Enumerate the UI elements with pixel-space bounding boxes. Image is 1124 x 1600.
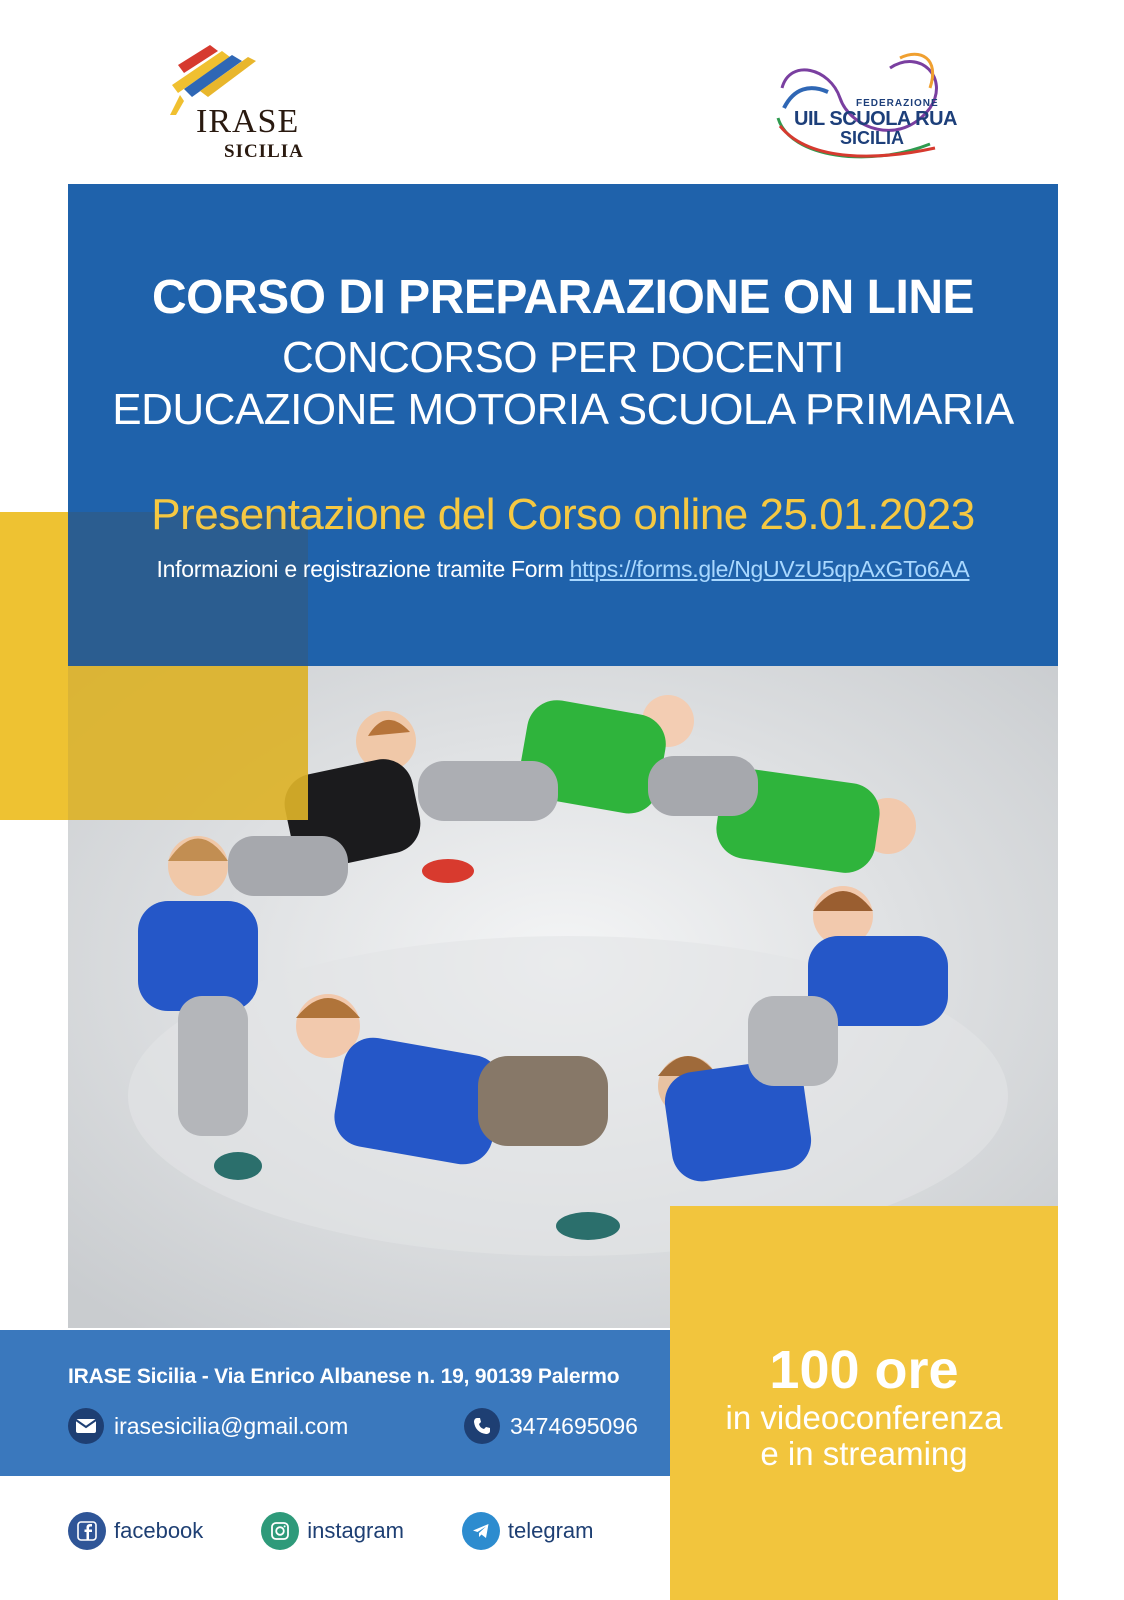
phone-icon	[464, 1408, 500, 1444]
social-links	[68, 1512, 593, 1550]
yellow-overlay-photo	[68, 666, 308, 820]
email-contact[interactable]	[68, 1408, 348, 1444]
facebook-icon	[68, 1512, 106, 1550]
hours-line-1: in videoconferenza	[725, 1399, 1003, 1436]
facebook-label[interactable]: facebook	[114, 1518, 204, 1543]
social-telegram[interactable]	[462, 1512, 594, 1550]
footer-contact-panel	[0, 1330, 670, 1476]
registration-text: Informazioni e registrazione tramite Form	[156, 556, 564, 582]
registration-info	[68, 556, 1058, 583]
irase-logo	[170, 45, 310, 165]
hours-count: 100 ore	[769, 1340, 959, 1400]
instagram-icon	[261, 1512, 299, 1550]
telegram-label[interactable]: telegram	[507, 1518, 594, 1543]
instagram-label[interactable]: instagram	[307, 1518, 404, 1543]
presentation-date: Presentazione del Corso online 25.01.2023	[151, 490, 975, 539]
uil-logo-name: UIL SCUOLA RUA	[794, 108, 957, 130]
uil-logo-sub: SICILIA	[840, 128, 905, 148]
uil-logo	[770, 48, 970, 168]
title-block	[68, 268, 1058, 436]
phone-number[interactable]: 3474695096	[510, 1412, 638, 1439]
irase-logo-sub: SICILIA	[224, 141, 304, 162]
course-subtitle-1: CONCORSO PER DOCENTI	[281, 333, 845, 382]
email-address[interactable]: irasesicilia@gmail.com	[114, 1412, 349, 1439]
registration-form-link[interactable]: https://forms.gle/NgUVzU5qpAxGTo6AA	[569, 556, 970, 582]
hours-box	[670, 1340, 1058, 1472]
course-subtitle-2: EDUCAZIONE MOTORIA SCUOLA PRIMARIA	[112, 385, 1014, 434]
social-instagram[interactable]	[261, 1512, 404, 1550]
irase-logo-word: IRASE	[196, 103, 300, 140]
telegram-icon	[462, 1512, 500, 1550]
envelope-icon	[68, 1408, 104, 1444]
uil-logo-federazione: FEDERAZIONE	[856, 98, 939, 109]
hours-line-2: e in streaming	[760, 1435, 968, 1472]
address-line: IRASE Sicilia - Via Enrico Albanese n. 19, 90139 Palermo	[68, 1365, 620, 1388]
course-title: CORSO DI PREPARAZIONE ON LINE	[151, 271, 974, 324]
phone-contact[interactable]	[464, 1408, 638, 1444]
social-facebook[interactable]	[68, 1512, 203, 1550]
